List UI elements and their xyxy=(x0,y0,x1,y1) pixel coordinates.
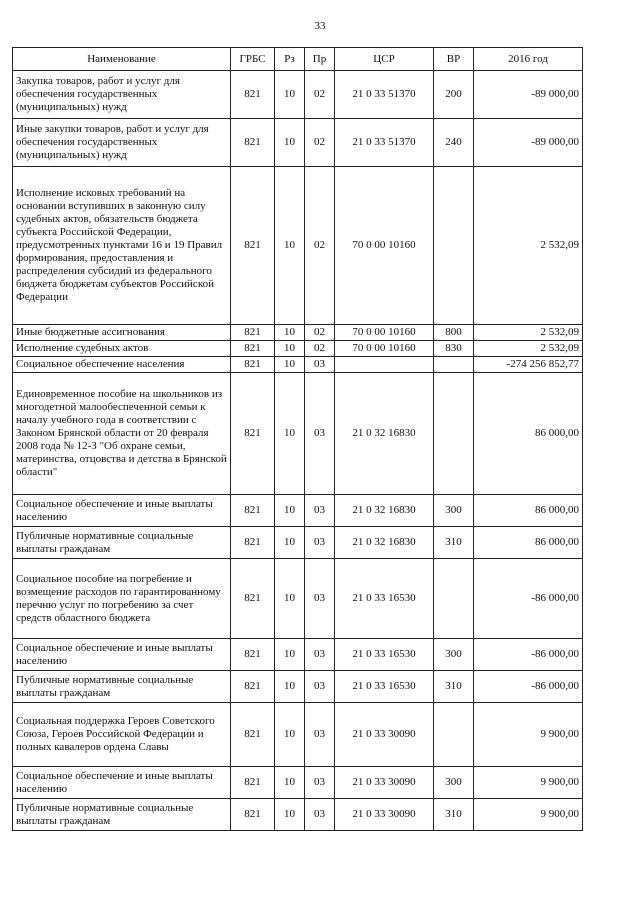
table-row xyxy=(13,373,583,495)
table-row xyxy=(13,799,583,831)
row-grbs: 821 xyxy=(231,559,275,639)
row-csr: 21 0 33 30090 xyxy=(335,799,434,831)
row-pr: 03 xyxy=(305,559,335,639)
table-row xyxy=(13,167,583,325)
row-amount: 9 900,00 xyxy=(474,767,583,799)
row-amount: -274 256 852,77 xyxy=(474,357,583,373)
row-name: Иные закупки товаров, работ и услуг для обеспечения государственных (муниципальных) нужд xyxy=(13,119,231,167)
row-amount: 2 532,09 xyxy=(474,167,583,325)
row-pr: 02 xyxy=(305,325,335,341)
row-csr: 21 0 33 16530 xyxy=(335,671,434,703)
row-grbs: 821 xyxy=(231,767,275,799)
page-number: 33 xyxy=(314,20,326,32)
table-row xyxy=(13,71,583,119)
row-pr: 03 xyxy=(305,639,335,671)
table-row xyxy=(13,703,583,767)
row-rz: 10 xyxy=(275,671,305,703)
row-pr: 02 xyxy=(305,167,335,325)
row-pr: 02 xyxy=(305,341,335,357)
row-grbs: 821 xyxy=(231,71,275,119)
row-amount: -89 000,00 xyxy=(474,71,583,119)
col-header-vr: ВР xyxy=(434,48,474,71)
row-amount: -86 000,00 xyxy=(474,671,583,703)
row-pr: 03 xyxy=(305,767,335,799)
row-csr: 21 0 33 30090 xyxy=(335,703,434,767)
table-row xyxy=(13,119,583,167)
row-name: Иные бюджетные ассигнования xyxy=(13,325,231,341)
row-name: Социальное обеспечение и иные выплаты населению xyxy=(13,639,231,671)
col-header-pr: Пр xyxy=(305,48,335,71)
table-row xyxy=(13,767,583,799)
row-grbs: 821 xyxy=(231,703,275,767)
table-row xyxy=(13,671,583,703)
row-vr xyxy=(434,703,474,767)
row-rz: 10 xyxy=(275,325,305,341)
table-row xyxy=(13,639,583,671)
row-name: Исполнение судебных актов xyxy=(13,341,231,357)
row-vr: 310 xyxy=(434,527,474,559)
row-rz: 10 xyxy=(275,559,305,639)
row-grbs: 821 xyxy=(231,325,275,341)
budget-table xyxy=(12,47,583,831)
row-vr: 200 xyxy=(434,71,474,119)
table-row xyxy=(13,495,583,527)
row-vr xyxy=(434,167,474,325)
row-vr: 800 xyxy=(434,325,474,341)
row-name: Исполнение исковых требований на основании вступивших в законную силу судебных актов, обязательств бюджета субъекта Российской Федерации, предусмотренных пунктами 16 и 19 Правил формирования, предоставления и распределения субсидий из федерального бюджета бюджетам субъектов Российской Федерации xyxy=(13,167,231,325)
row-pr: 03 xyxy=(305,527,335,559)
row-name: Публичные нормативные социальные выплаты гражданам xyxy=(13,671,231,703)
table-header-row xyxy=(13,48,583,71)
row-vr xyxy=(434,373,474,495)
row-vr: 300 xyxy=(434,767,474,799)
row-rz: 10 xyxy=(275,373,305,495)
row-amount: 86 000,00 xyxy=(474,373,583,495)
row-csr: 21 0 33 16530 xyxy=(335,559,434,639)
row-amount: -86 000,00 xyxy=(474,559,583,639)
row-grbs: 821 xyxy=(231,671,275,703)
row-pr: 02 xyxy=(305,71,335,119)
row-csr: 21 0 33 51370 xyxy=(335,71,434,119)
row-csr: 21 0 33 16530 xyxy=(335,639,434,671)
row-rz: 10 xyxy=(275,357,305,373)
row-name: Социальное обеспечение и иные выплаты населению xyxy=(13,767,231,799)
row-name: Социальное обеспечение и иные выплаты населению xyxy=(13,495,231,527)
row-rz: 10 xyxy=(275,119,305,167)
row-csr: 21 0 32 16830 xyxy=(335,495,434,527)
row-vr: 240 xyxy=(434,119,474,167)
row-csr: 70 0 00 10160 xyxy=(335,341,434,357)
row-name: Публичные нормативные социальные выплаты гражданам xyxy=(13,527,231,559)
table-row xyxy=(13,559,583,639)
row-grbs: 821 xyxy=(231,373,275,495)
row-csr: 21 0 33 30090 xyxy=(335,767,434,799)
table-row xyxy=(13,341,583,357)
row-name: Социальная поддержка Героев Советского Союза, Героев Российской Федерации и полных кавалеров ордена Славы xyxy=(13,703,231,767)
row-amount: 86 000,00 xyxy=(474,527,583,559)
col-header-year: 2016 год xyxy=(474,48,583,71)
row-pr: 03 xyxy=(305,703,335,767)
row-grbs: 821 xyxy=(231,119,275,167)
row-amount: 86 000,00 xyxy=(474,495,583,527)
row-vr: 300 xyxy=(434,639,474,671)
col-header-rz: Рз xyxy=(275,48,305,71)
row-vr: 310 xyxy=(434,799,474,831)
row-pr: 03 xyxy=(305,671,335,703)
row-grbs: 821 xyxy=(231,495,275,527)
row-vr: 830 xyxy=(434,341,474,357)
row-grbs: 821 xyxy=(231,639,275,671)
row-grbs: 821 xyxy=(231,357,275,373)
row-rz: 10 xyxy=(275,495,305,527)
row-amount: -89 000,00 xyxy=(474,119,583,167)
row-csr xyxy=(335,357,434,373)
row-amount: 9 900,00 xyxy=(474,799,583,831)
row-vr: 310 xyxy=(434,671,474,703)
row-rz: 10 xyxy=(275,703,305,767)
row-rz: 10 xyxy=(275,71,305,119)
row-csr: 70 0 00 10160 xyxy=(335,167,434,325)
row-pr: 03 xyxy=(305,495,335,527)
table-row xyxy=(13,527,583,559)
table-row xyxy=(13,357,583,373)
row-vr: 300 xyxy=(434,495,474,527)
row-name: Социальное пособие на погребение и возмещение расходов по гарантированному перечню услуг по погребению за счет средств областного бюджета xyxy=(13,559,231,639)
row-csr: 21 0 32 16830 xyxy=(335,373,434,495)
row-name: Закупка товаров, работ и услуг для обеспечения государственных (муниципальных) нужд xyxy=(13,71,231,119)
row-pr: 03 xyxy=(305,799,335,831)
row-grbs: 821 xyxy=(231,527,275,559)
row-rz: 10 xyxy=(275,167,305,325)
row-rz: 10 xyxy=(275,799,305,831)
row-vr xyxy=(434,559,474,639)
row-csr: 70 0 00 10160 xyxy=(335,325,434,341)
row-grbs: 821 xyxy=(231,167,275,325)
row-rz: 10 xyxy=(275,527,305,559)
row-pr: 03 xyxy=(305,373,335,495)
row-pr: 02 xyxy=(305,119,335,167)
table-row xyxy=(13,325,583,341)
col-header-name: Наименование xyxy=(13,48,231,71)
row-name: Единовременное пособие на школьников из многодетной малообеспеченной семьи к началу учебного года в соответствии с Законом Брянской области от 20 февраля 2008 года № 12-З "Об охране семьи, материнства, отцовства и детства в Брянской области" xyxy=(13,373,231,495)
row-csr: 21 0 33 51370 xyxy=(335,119,434,167)
row-rz: 10 xyxy=(275,639,305,671)
row-name: Публичные нормативные социальные выплаты гражданам xyxy=(13,799,231,831)
row-grbs: 821 xyxy=(231,341,275,357)
col-header-csr: ЦСР xyxy=(335,48,434,71)
col-header-grbs: ГРБС xyxy=(231,48,275,71)
row-amount: 9 900,00 xyxy=(474,703,583,767)
row-amount: -86 000,00 xyxy=(474,639,583,671)
row-vr xyxy=(434,357,474,373)
row-grbs: 821 xyxy=(231,799,275,831)
row-amount: 2 532,09 xyxy=(474,341,583,357)
row-amount: 2 532,09 xyxy=(474,325,583,341)
row-name: Социальное обеспечение населения xyxy=(13,357,231,373)
row-pr: 03 xyxy=(305,357,335,373)
row-csr: 21 0 32 16830 xyxy=(335,527,434,559)
row-rz: 10 xyxy=(275,767,305,799)
row-rz: 10 xyxy=(275,341,305,357)
